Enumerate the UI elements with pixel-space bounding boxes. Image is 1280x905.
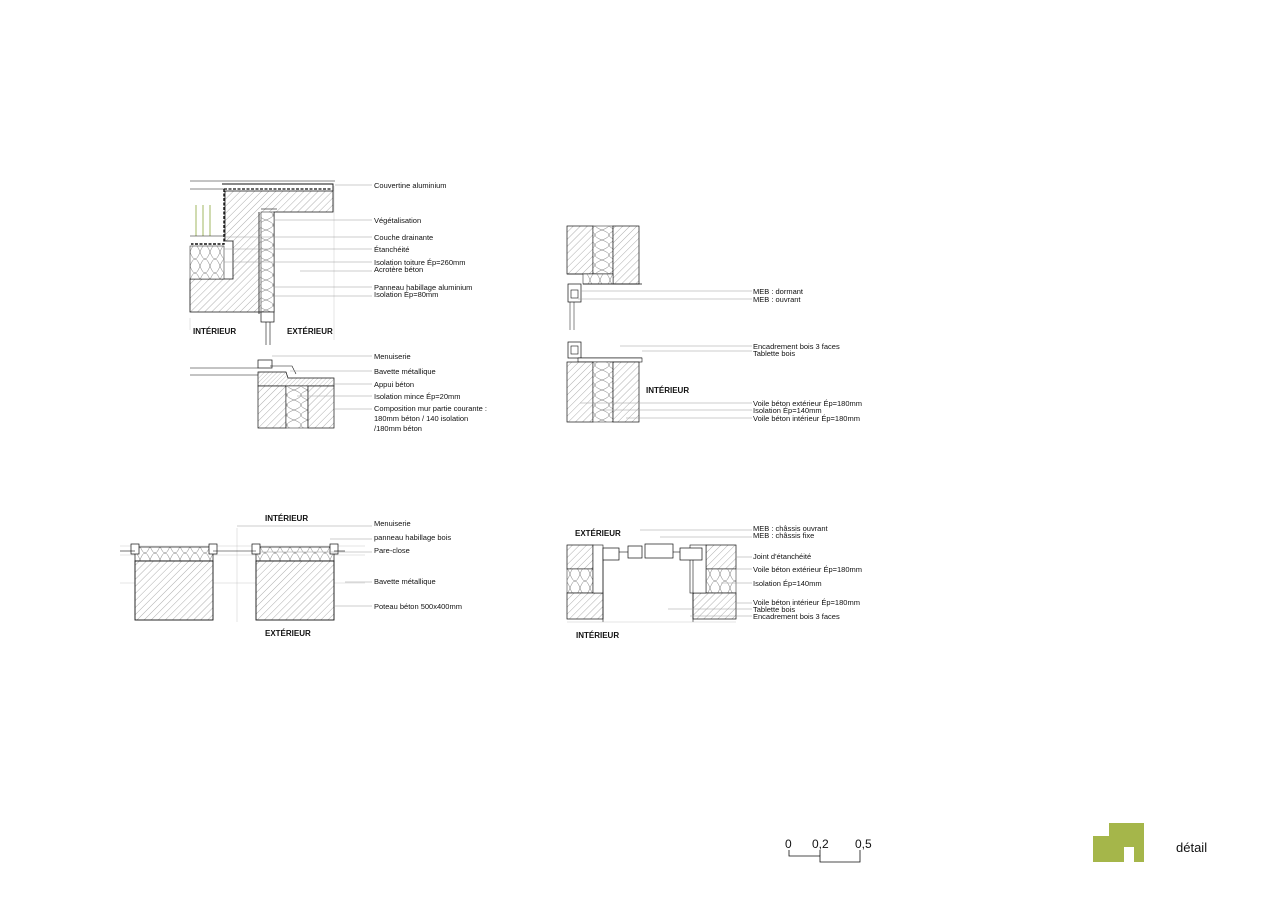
label-acrotere: Acrotère béton: [374, 265, 424, 274]
label-voile-int: Voile béton intérieur Ép=180mm: [753, 414, 860, 423]
label-etancheite: Étanchéité: [374, 245, 410, 254]
label-isolation-toiture: Isolation toiture Ép=260mm: [374, 258, 466, 267]
label-composition-2: 180mm béton / 140 isolation: [374, 414, 469, 423]
label-encadrement-bois: Encadrement bois 3 faces: [753, 342, 840, 351]
label-c-pare-close: Pare-close: [374, 546, 410, 555]
label-d-chassis-ouvrant: MEB : châssis ouvrant: [753, 524, 828, 533]
label-d-voile-int: Voile béton intérieur Ép=180mm: [753, 598, 860, 607]
scale-tick-0: 0: [785, 837, 792, 851]
label-c-menuiserie: Menuiserie: [374, 519, 411, 528]
label-tablette-bois: Tablette bois: [753, 349, 796, 358]
label-couvertine: Couvertine aluminium: [374, 181, 447, 190]
label-meb-ouvrant: MEB : ouvrant: [753, 295, 801, 304]
scale-tick-05: 0,5: [855, 837, 872, 851]
detail-a-interior-label: INTÉRIEUR: [193, 327, 237, 336]
logo-icon: [1093, 823, 1144, 862]
label-voile-ext: Voile béton extérieur Ép=180mm: [753, 399, 863, 408]
detail-c-column-plan: [120, 514, 462, 638]
label-c-panneau-bois: panneau habillage bois: [374, 533, 452, 542]
label-vegetalisation: Végétalisation: [374, 216, 422, 225]
detail-d-interior-label: INTÉRIEUR: [576, 631, 620, 640]
label-couche-drainante: Couche drainante: [374, 233, 434, 242]
label-meb-dormant: MEB : dormant: [753, 287, 804, 296]
label-d-voile-ext: Voile béton extérieur Ép=180mm: [753, 565, 863, 574]
sheet-title: détail: [1176, 840, 1208, 855]
detail-d-window-plan: [567, 524, 862, 640]
label-composition-3: /180mm béton: [374, 424, 422, 433]
label-appui-beton: Appui béton: [374, 380, 415, 389]
detail-c-exterior-label: EXTÉRIEUR: [265, 629, 311, 638]
label-bavette: Bavette métallique: [374, 367, 436, 376]
sheet-logo: [1093, 823, 1144, 862]
label-d-encadrement: Encadrement bois 3 faces: [753, 612, 840, 621]
label-d-tablette: Tablette bois: [753, 605, 796, 614]
scale-bar: [785, 837, 872, 862]
scale-tick-02: 0,2: [812, 837, 829, 851]
detail-a-exterior-label: EXTÉRIEUR: [287, 327, 333, 336]
detail-c-interior-label: INTÉRIEUR: [265, 514, 309, 523]
detail-b-window-section: [567, 226, 862, 423]
label-c-poteau: Poteau béton 500x400mm: [374, 602, 462, 611]
label-isolation-140: Isolation Ép=140mm: [753, 406, 822, 415]
label-isolation-mince: Isolation mince Ép=20mm: [374, 392, 461, 401]
label-d-joint: Joint d'étanchéité: [753, 552, 812, 561]
detail-d-exterior-label: EXTÉRIEUR: [575, 529, 621, 538]
label-composition-1: Composition mur partie courante :: [374, 404, 487, 413]
detail-b-interior-label: INTÉRIEUR: [646, 386, 690, 395]
label-d-isolation: Isolation Ép=140mm: [753, 579, 822, 588]
label-c-bavette: Bavette métallique: [374, 577, 436, 586]
label-panneau-alu: Panneau habillage aluminium: [374, 283, 473, 292]
label-d-chassis-fixe: MEB : châssis fixe: [753, 531, 815, 540]
detail-a-roof-section: [190, 181, 487, 433]
label-isolation-80: Isolation Ép=80mm: [374, 290, 439, 299]
label-menuiserie: Menuiserie: [374, 352, 411, 361]
